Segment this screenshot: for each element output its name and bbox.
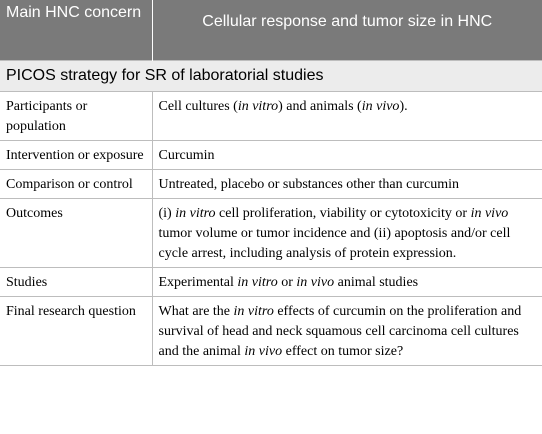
text-run: Experimental [158,274,238,290]
text-run: Curcumin [158,147,215,163]
row-label-outcomes: Outcomes [0,198,152,267]
table-row [0,91,542,140]
row-label-participants: Participants or population [0,91,152,140]
row-value-comparison [152,169,542,198]
table-row [0,267,542,296]
text-run: or [277,274,297,290]
italic-term: in vitro [175,205,216,221]
italic-term: in vitro [237,98,279,114]
row-value-outcomes [152,198,542,267]
text-run: tumor volume or tumor incidence and (ii) apoptosis and/or cell cycle arrest, including analysis of protein expression. [158,225,511,261]
table-row [0,296,542,365]
text-run: cell proliferation, viability or cytotoxicity or [215,205,471,221]
row-value-participants [152,91,542,140]
italic-term: in vivo [296,274,335,290]
row-label-comparison: Comparison or control [0,169,152,198]
italic-term: in vitro [237,274,278,290]
row-label-studies: Studies [0,267,152,296]
header-main-concern: Main HNC concern [0,0,152,60]
text-run: effect on tumor size? [282,343,404,359]
header-cellular-response: Cellular response and tumor size in HNC [152,0,542,60]
table-row [0,140,542,169]
text-run: Cell cultures ( [158,98,238,114]
text-run: What are the [158,303,234,319]
text-run: (i) [158,205,176,221]
row-value-studies [152,267,542,296]
section-title: PICOS strategy for SR of laboratorial studies [0,60,542,91]
table-header-row [0,0,542,60]
italic-term: in vivo [361,98,400,114]
text-run: ). [399,98,408,114]
row-label-research-question: Final research question [0,296,152,365]
table-row [0,198,542,267]
section-row [0,60,542,91]
italic-term: in vitro [233,303,274,319]
row-value-research-question [152,296,542,365]
table-row [0,169,542,198]
row-value-intervention [152,140,542,169]
row-label-intervention: Intervention or exposure [0,140,152,169]
italic-term: in vivo [244,343,283,359]
text-run: effects of curcumin on the proliferation and survival of head and neck squamous cell carcinoma cell cultures and the animal [158,303,522,359]
text-run: animal studies [334,274,419,290]
text-run: ) and animals ( [278,98,362,114]
text-run: Untreated, placebo or substances other than curcumin [158,176,460,192]
italic-term: in vivo [470,205,509,221]
